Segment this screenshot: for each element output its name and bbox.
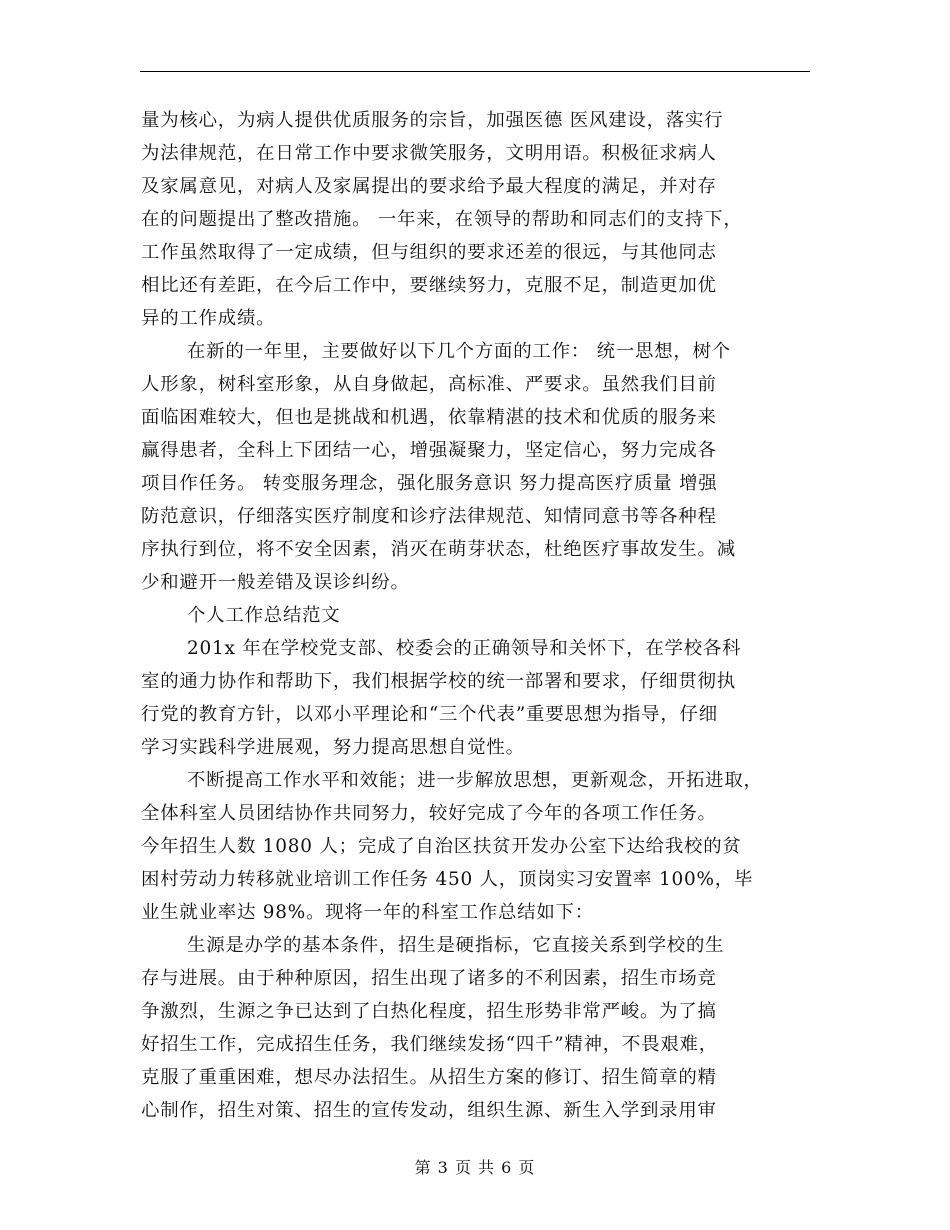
text-line: 量为核心，为病人提供优质服务的宗旨，加强医德 医风建设，落实行 bbox=[141, 110, 724, 131]
text-line: 克服了重重困难，想尽办法招生。从招生方案的修订、招生简章的精 bbox=[141, 1067, 717, 1088]
text-line: 赢得患者，全科上下团结一心，增强凝聚力，坚定信心，努力完成各 bbox=[141, 440, 717, 461]
text-line: 在新的一年里，主要做好以下几个方面的工作： 统一思想，树个 bbox=[187, 341, 731, 362]
text-line: 业生就业率达 98%。现将一年的科室工作总结如下： bbox=[141, 902, 594, 923]
page-number: 第 3 页 共 6 页 bbox=[414, 1158, 536, 1177]
text-line: 及家属意见，对病人及家属提出的要求给予最大程度的满足，并对存 bbox=[141, 176, 717, 197]
text-line: 项目作任务。 转变服务理念，强化服务意识 努力提高医疗质量 增强 bbox=[141, 473, 718, 494]
text-line: 全体科室人员团结协作共同努力，较好完成了今年的各项工作任务。 bbox=[141, 803, 717, 824]
text-line: 学习实践科学进展观，努力提高思想自觉性。 bbox=[141, 737, 525, 758]
text-line: 201x 年在学校党支部、校委会的正确领导和关怀下，在学校各科 bbox=[187, 638, 742, 659]
text-line: 不断提高工作水平和效能；进一步解放思想，更新观念，开拓进取， bbox=[187, 770, 763, 791]
text-line: 室的通力协作和帮助下，我们根据学校的统一部署和要求，仔细贯彻执 bbox=[141, 671, 736, 692]
text-line: 存与进展。由于种种原因，招生出现了诸多的不利因素，招生市场竞 bbox=[141, 968, 717, 989]
text-line: 心制作，招生对策、招生的宣传发动，组织生源、新生入学到录用审 bbox=[141, 1100, 717, 1121]
text-line: 在的问题提出了整改措施。 一年来，在领导的帮助和同志们的支持下， bbox=[141, 209, 743, 230]
text-line: 工作虽然取得了一定成绩，但与组织的要求还差的很远，与其他同志 bbox=[141, 242, 717, 263]
document-body bbox=[141, 104, 821, 1127]
text-line: 序执行到位，将不安全因素，消灭在萌芽状态，杜绝医疗事故发生。减 bbox=[141, 539, 736, 560]
text-line: 困村劳动力转移就业培训工作任务 450 人，顶岗实习安置率 100%，毕 bbox=[141, 869, 754, 890]
text-line: 人形象，树科室形象，从自身做起，高标准、严要求。虽然我们目前 bbox=[141, 374, 717, 395]
text-line: 好招生工作，完成招生任务，我们继续发扬“四千”精神，不畏艰难， bbox=[141, 1034, 718, 1055]
text-line: 少和避开一般差错及误诊纠纷。 bbox=[141, 572, 410, 593]
text-line: 防范意识，仔细落实医疗制度和诊疗法律规范、知情同意书等各种程 bbox=[141, 506, 717, 527]
text-line: 面临困难较大，但也是挑战和机遇，依靠精湛的技术和优质的服务来 bbox=[141, 407, 717, 428]
text-line: 相比还有差距，在今后工作中，要继续努力，克服不足，制造更加优 bbox=[141, 275, 717, 296]
text-line: 为法律规范，在日常工作中要求微笑服务，文明用语。积极征求病人 bbox=[141, 143, 717, 164]
text-line: 异的工作成绩。 bbox=[141, 308, 276, 329]
text-line: 个人工作总结范文 bbox=[187, 605, 341, 626]
header-rule bbox=[140, 71, 810, 72]
text-line: 今年招生人数 1080 人；完成了自治区扶贫开发办公室下达给我校的贫 bbox=[141, 836, 742, 857]
text-line: 行党的教育方针，以邓小平理论和“三个代表”重要思想为指导，仔细 bbox=[141, 704, 718, 725]
text-line: 争激烈，生源之争已达到了白热化程度，招生形势非常严峻。为了搞 bbox=[141, 1001, 717, 1022]
text-line: 生源是办学的基本条件，招生是硬指标，它直接关系到学校的生 bbox=[187, 935, 725, 956]
